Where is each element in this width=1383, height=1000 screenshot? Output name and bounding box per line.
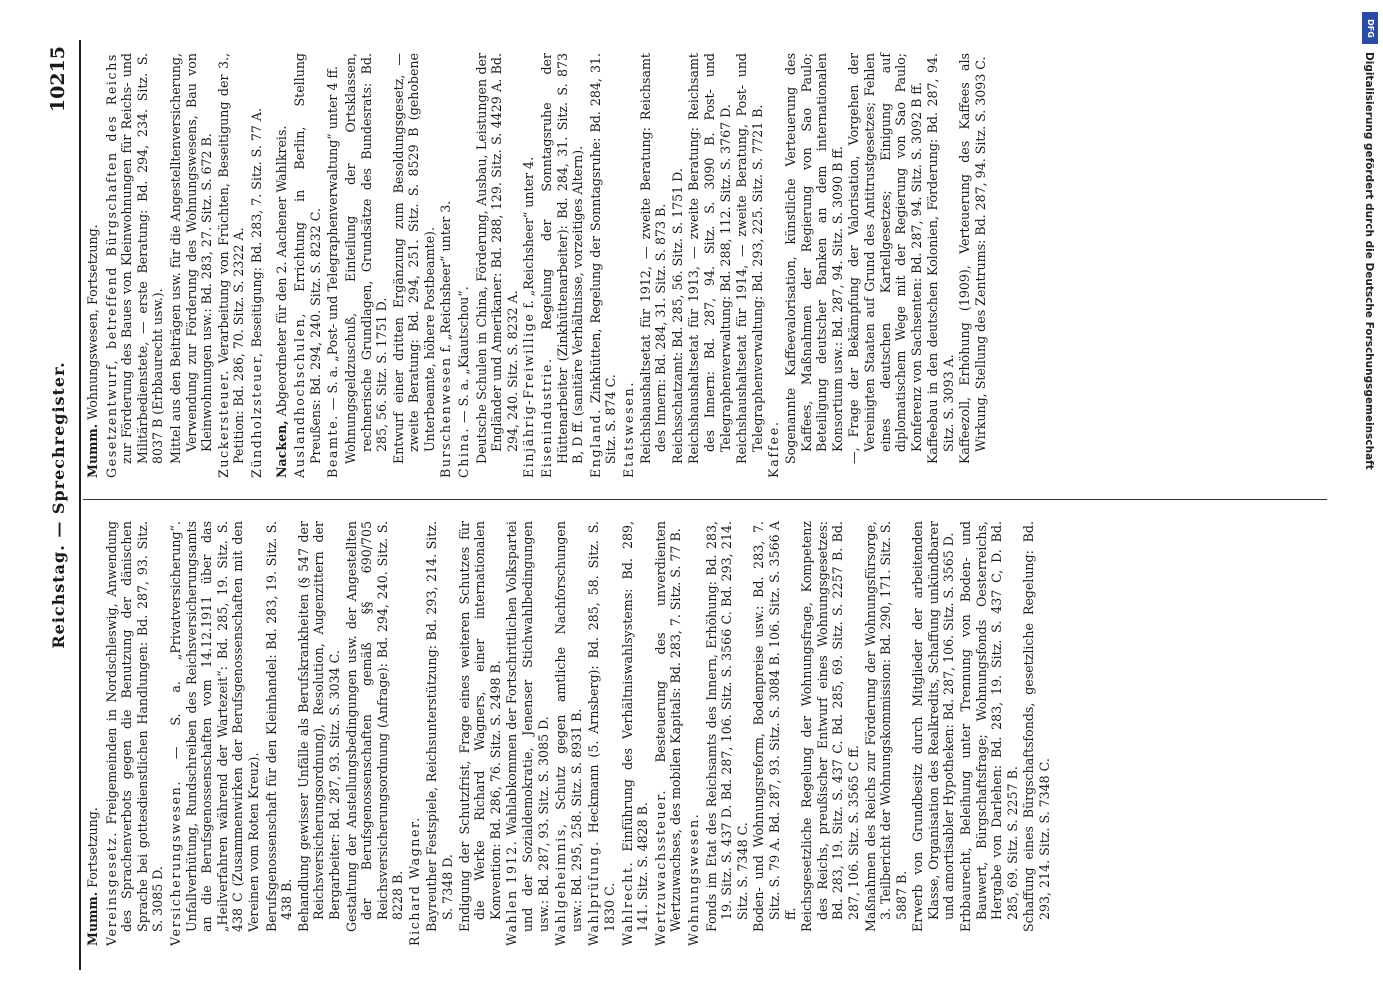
entry-term: Wohnungswesen. xyxy=(685,812,701,946)
speaker-constituency: Abgeordneter für den 2. Aachener Wahlkreis. xyxy=(273,125,289,417)
index-entry xyxy=(325,53,341,478)
page-header xyxy=(45,40,79,970)
right-column-head xyxy=(85,53,101,478)
entry-text: Reichshaushaltsetat für 1914, — zweite Beratung, Post- und Telegraphenverwaltung: Bd. 293, 225. Sitz. S. 7721 B. xyxy=(734,53,765,464)
index-entry xyxy=(343,53,390,478)
entry-text: Erbbaurecht, Beleihung unter Trennung von Boden- und Bauwert, Bürgschaftsfrage; Wohnungsfonds Oesterreichs, Hergabe von Darlehen: Bd. 283, 19. Sitz. S. 437 C, D. Bd. 285, 69. Sitz. S. 2257 B. xyxy=(958,521,1020,932)
index-entry xyxy=(457,521,504,946)
column-divider xyxy=(83,499,1327,500)
entry-term: Versicherungswesen. xyxy=(167,780,183,946)
index-entry xyxy=(958,521,1020,946)
index-entry xyxy=(292,53,323,478)
index-entry xyxy=(686,521,702,946)
entry-text: Entwurf einer dritten Ergänzung zum Besoldungsgesetz, — zweite Beratung: Bd. 294, 251. Sitz. S. 8529 B (gehobene Unterbeamte, höhere Postbeamte). xyxy=(390,53,437,464)
index-entry xyxy=(104,53,166,478)
entry-term: Beamte. xyxy=(325,414,341,478)
entry-term: Eisenindustrie. xyxy=(539,357,555,478)
entry-term: England. xyxy=(587,408,603,478)
entry-text: Reichsgesetzliche Regelung der Wohnungsfrage, Kompetenz des Reichs, preußischer Entwurf eines Wohnungsgesetzes: Bd. 283, 19. Sitz. S. 437 C. Bd. 285, 69. Sitz. S. 2257 B. Bd. 287, 106. Sitz. S. 3565 C ff. xyxy=(799,521,861,932)
rotated-page xyxy=(45,40,1335,970)
index-entry xyxy=(391,53,438,478)
continuation-note: Fortsetzung. xyxy=(85,807,100,888)
entry-term: Zündholzsteuer, xyxy=(248,351,264,478)
speaker-name: Mumm. xyxy=(85,423,100,478)
entry-term: Wahlprüfung. xyxy=(586,840,602,946)
index-entry xyxy=(168,521,262,946)
continuation-note: Wohnungswesen, Fortsetzung. xyxy=(85,224,100,420)
entry-text: Errichtung in Berlin, Stellung Preußens: Bd. 294, 240. Sitz. S. 8232 C. xyxy=(292,53,323,464)
index-entry xyxy=(456,53,472,478)
entry-term: Burschenwesen xyxy=(438,356,454,478)
dfg-credit-text: Digitalisierung gefördert durch die Deutsche Forschungsgemeinschaft xyxy=(1363,52,1375,470)
entry-term: Wahlen 1912. xyxy=(504,839,520,946)
section-heading-kaffee: Kaffee. xyxy=(766,420,782,478)
left-entries xyxy=(104,521,1053,946)
index-entry xyxy=(910,521,957,946)
entry-term: Wertzuwachssteuer. xyxy=(652,788,668,946)
index-entry xyxy=(670,53,686,478)
entry-text: Verarbeitung von Früchten, Beseitigung der 3., Petition: Bd. 286, 70. Sitz. S. 2322 A. xyxy=(215,53,247,464)
right-entries-c xyxy=(638,53,766,478)
entry-text: Einführung des Verhältniswahlsystems: Bd. 289, 141. Sitz. S. 4828 B. xyxy=(619,521,651,932)
dfg-side-banner xyxy=(1362,12,1378,992)
running-head: Reichstag. — Sprechregister. xyxy=(49,361,68,649)
index-entry xyxy=(588,53,619,478)
entry-term: Zuckersteuer. xyxy=(215,369,231,478)
entry-text: Erwerb von Grundbesitz durch Mitglieder der arbeitenden Klasse, Organisation des Realkredits, Schaffung unkündbarer und amortisabler Hypotheken: Bd. 287, 106. Sitz. S. 3565 D. xyxy=(910,521,957,932)
entry-text: Heckmann (5. Arnsberg): Bd. 285, 58. Sitz. S. 1830 C. xyxy=(586,521,617,932)
entry-text: f. „Reichsheer“ unter 3. xyxy=(438,200,454,353)
entry-text: Zinkhütten, Regelung der Sonntagsruhe: Bd. 284, 31. Sitz. S. 874 C. xyxy=(587,53,619,464)
index-entry xyxy=(734,53,765,478)
entry-text: Deutsche Schulen in China, Förderung, Ausbau, Leistungen der Engländer und Amerikaner: Bd. 288, 129. Sitz. S. 4429 A. Bd. 294, 240. Sitz. S. 8232 A. xyxy=(473,53,520,464)
index-entry xyxy=(586,521,617,946)
entry-text: Schaffung eines Bürgschaftsfonds, gesetzliche Regelung: Bd. 293, 214. Sitz. S. 7348 C. xyxy=(1021,521,1053,932)
index-entry xyxy=(863,521,910,946)
entry-term: Wahlrecht. xyxy=(619,860,635,946)
entry-text: Sogenannte Kaffeevalorisation, künstliche Verteuerung des Kaffees, Maßnahmen der Regierung von Sao Paulo; Beteiligung deutscher Banken an dem internationalen Konsortium usw.: Bd. 287, 94. Sitz. S. 3090 B ff. xyxy=(782,53,845,464)
entry-term: Vereinsgesetz. xyxy=(103,831,119,946)
entry-text: Freigemeinden in Nordschleswig, Anwendung des Sprachenverbots gegen die Benutzung der dänischen Sprache bei gottesdienstlichen Handlungen: Bd. 287, 93. Sitz. S. 3085 D. xyxy=(103,521,166,932)
index-entry xyxy=(925,53,956,478)
index-entry xyxy=(539,53,586,478)
index-entry xyxy=(424,521,455,946)
entry-text: — S. a. „Privatversicherung“. Unfallverhütung, Rundschreiben des Reichsversicherungsamts an die Berufsgenossenschaften vom 14.12.1911 über das „Heilverfahren während der Wartezeit“: Bd. 285, 19. Sitz. S. 438 C (Zusammenwirken der Berufsgenossenschaften mit den Vereinen vom Roten Kreuz). xyxy=(167,521,261,932)
index-entry xyxy=(216,53,247,478)
entry-text: Schutz gegen amtliche Nachforschungen usw.: Bd. 295, 258. Sitz. S. 8931 B. xyxy=(553,521,584,932)
index-entry xyxy=(407,521,423,946)
index-entry xyxy=(104,521,166,946)
page-number: 10215 xyxy=(47,46,69,113)
entry-text: Maßnahmen des Reichs zur Förderung der Wohnungsfürsorge, 3. Teilbericht der Wohnungskommission: Bd. 290, 171. Sitz. S. 5887 B. xyxy=(862,521,909,932)
index-entry xyxy=(799,521,861,946)
speaker-name: Mumm. xyxy=(85,891,100,946)
index-entry xyxy=(344,521,406,946)
section-heading-etatswesen: Etatswesen. xyxy=(621,380,636,478)
entry-text: Beseitigung: Bd. 283, 7. Sitz. S. 77 A. xyxy=(248,108,264,348)
left-column-head xyxy=(85,521,101,946)
entry-text: Reichsschatzamt: Bd. 285, 56. Sitz. S. 1751 D. xyxy=(669,168,685,464)
index-entry xyxy=(653,521,684,946)
entry-text: Gestaltung der Anstellungsbedingungen usw. der Angestellten der Berufsgenossenschaften gemäß §§ 690/705 Reichsversicherungsordnung (Anfrage): Bd. 294, 240. Sitz. S. 8228 B. xyxy=(343,521,406,932)
index-entry xyxy=(168,53,215,478)
right-column xyxy=(83,53,1335,478)
index-entry xyxy=(264,521,295,946)
index-entry xyxy=(474,53,521,478)
index-entry xyxy=(751,521,798,946)
index-entry xyxy=(783,53,845,478)
index-entry xyxy=(846,53,924,478)
index-entry xyxy=(249,53,265,478)
entry-text: f. „Reichsheer“ unter 4. xyxy=(521,156,537,309)
entry-text: Regelung der Sonntagsruhe der Hüttenarbeiter (Zinkhüttenarbeiter): Bd. 284, 31. Sitz. S. 873 B, D ff. (sanitäre Verhältnisse, vorzeitiges Altern). xyxy=(539,53,586,464)
index-entry xyxy=(1021,521,1052,946)
entry-text: Berufsgenossenschaft für den Kleinhandel: Bd. 283, 19. Sitz. S. 438 B. xyxy=(263,521,295,932)
entry-term: Einjährig-Freiwillige xyxy=(521,312,537,478)
entry-text: —, Frage der Bekämpfung der Valorisation, Vorgehen der Vereinigten Staaten auf Grund des Antitrustgesetzes; Fehlen eines deutschen Kartellgesetzes; Einigung auf diplomatischem Wege mit der Regierung von Sao Paulo; Konferenz von Sachsenten: Bd. 287, 94. Sitz. S. 3092 B ff. xyxy=(846,53,924,464)
entry-text: Wohnungsgeldzuschuß, Einteilung der Ortsklassen, rechnerische Grundlagen, Grundsätze des Bundesrats: Bd. 285, 56. Sitz. S. 1751 D. xyxy=(342,53,390,464)
index-entry xyxy=(504,521,551,946)
entry-text: — S. a. „Kiautschou“. xyxy=(456,286,472,423)
right-entries-d xyxy=(783,53,989,478)
index-entry xyxy=(638,53,669,478)
entry-text: Endigung der Schutzfrist, Frage eines weiteren Schutzes für die Werke Richard Wagners, einer internationalen Konvention: Bd. 286, 76. Sitz. S. 2498 B. xyxy=(456,521,503,932)
entry-text: Bayreuther Festspiele, Reichsunterstützung: Bd. 293, 214. Sitz. S. 7348 D. xyxy=(424,521,456,932)
right-entries-a xyxy=(104,53,265,478)
entry-text: Mittel aus den Beiträgen usw. für die Angestelltenversicherung, Verwendung zur Förderung des Wohnungswesens, Bau von Kleinwohnungen usw.: Bd. 283, 27. Sitz. S. 672 B. xyxy=(167,53,215,464)
entry-text: Reichshaushaltsetat für 1912, — zweite Beratung: Reichsamt des Innern: Bd. 284, 31. Sitz. S. 873 B. xyxy=(637,53,669,464)
index-entry xyxy=(957,53,988,478)
entry-text: Wahlabkommen der Fortschrittlichen Volkspartei und der Sozialdemokratie, Jenenser Stichwahlbedingungen usw.: Bd. 287, 93. Sitz. S. 3085 D. xyxy=(504,521,551,932)
speaker-name: Nacken, xyxy=(273,420,289,478)
entry-term: Richard Wagner. xyxy=(406,816,422,946)
index-entry xyxy=(686,53,733,478)
entry-term: Gesetzentwurf, betreffend Bürgschaften des Reichs xyxy=(103,53,119,478)
entry-text: zur Förderung des Baues von Kleinwohnungen für Reichs- und Militärbedienstete, — erste Beratung: Bd. 294, 234. Sitz. S. 8037 B (Erbbaurecht usw.). xyxy=(119,53,166,464)
entry-text: Behandlung gewisser Unfälle als Berufskrankheiten (§ 547 der Reichsversicherungsordnung), Resolution, Augenzittern der Bergarbeiter: Bd. 287, 93. Sitz. S. 3034 C. xyxy=(295,521,342,932)
index-entry xyxy=(553,521,584,946)
entry-text: — S. a. „Post- und Telegraphenverwaltung“ unter 4 ff. xyxy=(325,66,341,411)
index-entry xyxy=(438,53,454,478)
index-entry xyxy=(620,521,651,946)
entry-text: Fonds im Etat des Reichsamts des Innern, Erhöhung: Bd. 283, 19. Sitz. S. 437 D. Bd. 287, 106. Sitz. S. 3566 C. Bd. 293, 214. Sitz. S. 7348 C. xyxy=(703,521,750,932)
entry-text: Kaffeebau in den deutschen Kolonien, Förderung: Bd. 287, 94. Sitz. S. 3093 A. xyxy=(925,53,956,464)
entry-term: China. xyxy=(456,427,472,478)
index-entry xyxy=(521,53,537,478)
dfg-logo: DFG xyxy=(1362,12,1378,44)
entry-text: Besteuerung des unverdienten Wertzuwachses, des mobilen Kapitals: Bd. 283, 7. Sitz. S. 77 B. xyxy=(652,521,684,932)
entry-text: Reichshaushaltsetat für 1913, — zweite Beratung: Reichsamt des Innern: Bd. 287, 94. Sitz. S. 3090 B. Post- und Telegraphenverwaltung: Bd. 288, 112. Sitz. S. 3767 D. xyxy=(686,53,733,464)
entry-text: Boden- und Wohnungsreform, Bodenpreise usw.: Bd. 283, 7. Sitz. S. 79 A. Bd. 287, 93. Sitz. S. 3084 B. 106. Sitz. S. 3566 A ff. xyxy=(751,521,798,932)
speaker-head-nacken xyxy=(274,53,290,478)
header-rule xyxy=(79,40,81,970)
entry-term: Wahlgeheimnis, xyxy=(553,822,569,946)
index-entry xyxy=(296,521,343,946)
entry-term: Auslandhochschulen, xyxy=(292,312,308,478)
left-column xyxy=(83,521,1335,946)
index-entry xyxy=(704,521,751,946)
right-entries-b xyxy=(292,53,619,478)
entry-text: Kaffeezoll, Erhöhung (1909), Verteuerung des Kaffees als Wirkung, Stellung des Zentrums: Bd. 287, 94. Sitz. S. 3093 C. xyxy=(957,53,989,464)
